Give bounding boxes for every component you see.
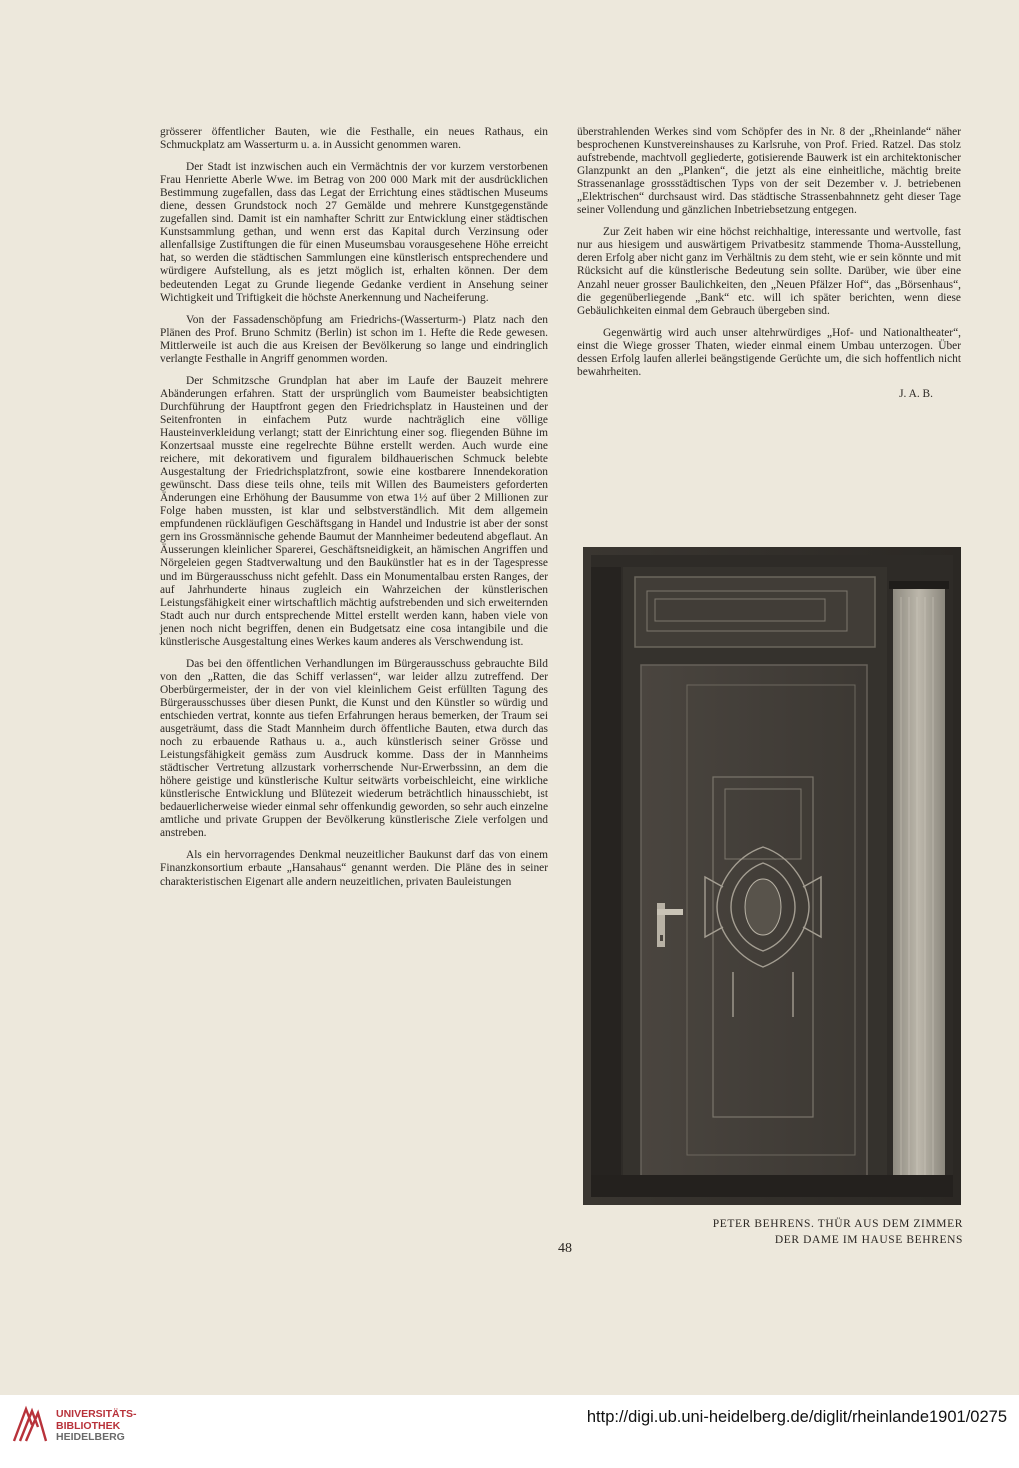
paragraph: Der Stadt ist inzwischen auch ein Vermächtnis der vor kurzem verstorbenen Frau Henriette Aberle Wwe. im Betrag von 200 000 Mark mit der ausdrücklichen Bestimmung zugefallen, dass das Legat der Errichtung eines städtischen Museums diene, dessen Grundstock noch 27 Gemälde und mehrere Kunstgegenstände zugefallen sind. Damit ist ein namhafter Schritt zur Entwicklung einer städtischen Kunstsammlung gethan, und wenn erst das Kapital durch Verzinsung oder allenfallsige Zustiftungen die für einen Museumsbau vorausgesehene Höhe erreicht hat, so werden die städtischen Sammlungen eine künstlerisch entsprechendere und würdigere Aufstellung, als es jetzt möglich ist, erhalten können. Der dem bedeutenden Legat zu Grunde liegende Gedanke verdient in Ansehung seiner Wichtigkeit und Triftigkeit die höchste Anerkennung und Nacheiferung. xyxy=(160,161,548,304)
paragraph: Das bei den öffentlichen Verhandlungen im Bürgerausschuss gebrauchte Bild von den „Ratten, die das Schiff verlassen“, war leider allzu zutreffend. Der Oberbürgermeister, der in der von viel kleinlichem Geist erfüllten Tagung des Bürgerausschusses über diesen Punkt, die Kunst und den Künstler so würdig und entschieden vertrat, konnte aus tiefen Erfahrungen heraus bemerken, der Traum sei ausgeträumt, dass die Stadt Mannheim durch öffentliche Bauten, etwa durch das noch zu erbauende Rathaus u. a., auch künstlerisch seiner Grösse und Leistungsfähigkeit gemäss zum Ausdruck komme. Dass der in Mannheims städtischer Vertretung allzustark vorherrschende Nur-Erwerbssinn, an dem die höhere geistige und künstlerische Kultur seitwärts vorbeischleicht, eine wirkliche künstlerische Entwicklung und Blütezeit wiederum beträchtlich hinausschiebt, ist bedauerlicherweise wieder einmal sehr offenkundig geworden, so sehr auch einzelne amtliche und private Gruppen der Bevölkerung künstlerische Ziele verfolgen und anstreben. xyxy=(160,657,548,840)
left-text-column xyxy=(160,126,548,898)
paragraph: Gegenwärtig wird auch unser altehrwürdiges „Hof- und Nationaltheater“, einst die Wiege grosser Thaten, wieder einmal einem Umbau unterzogen. Über dessen Erfolg laufen allerlei beängstigende Gerüchte um, die sich hoffentlich nicht bewahrheiten. xyxy=(577,326,961,378)
figure-caption-line-1: PETER BEHRENS. THÜR AUS DEM ZIMMER xyxy=(712,1218,963,1230)
logo-line: HEIDELBERG xyxy=(56,1431,125,1443)
page-number: 48 xyxy=(558,1241,572,1256)
paragraph: Der Schmitzsche Grundplan hat aber im Laufe der Bauzeit mehrere Abänderungen erfahren. Statt der ursprünglich vom Baumeister beabsichtigten Durchführung der Hauptfront gegen den Friedrichsplatz in Hausteinen und der Seitenfronten in einfachem Putz wurde nachträglich eine völlige Hausteinverkleidung verlangt; statt der Einrichtung einer sog. fliegenden Bühne im Konzertsaal musste eine regelrechte Bühne erstellt werden. Auch wurde eine reichere, mit dekorativem und figuralem bildhauerischen Schmuck belebte Ausgestaltung der Friedrichsplatzfront, sowie eine kostbarere Innendekoration gewünscht. Dass diese teils ohne, teils mit Willen des Baumeisters geforderten Änderungen eine Erhöhung der Bausumme von etwa 1½ auf über 2 Millionen zur Folge haben mussten, ist klar und selbstverständlich. Mit dem allgemein empfundenen rückläufigen Geschäftsgang in Handel und Industrie ist aber der sonst gern ins Grossmännische gehende Baumut der Mannheimer bedeutend abgeflaut. An Äusserungen kleinlicher Sparerei, Geschäftsneidigkeit, an hämischen Angriffen und Nörgeleien gegen Stadtverwaltung und den Baukünstler hat es in der Tagespresse und im Bürgerausschuss nicht gefehlt. Dass ein Monumentalbau ersten Ranges, der auf Jahrhunderte hinaus zugleich ein Wahrzeichen der künstlerischen Leistungsfähigkeit einer wirtschaftlich mächtig aufstrebenden und sich erweiternden Stadt auch nur durch entsprechende Mittel erstellt werden kann, haben viele von jenen noch nicht begriffen, denen ein Budgetsatz eine cosa intangibile und die künstlerische Ausgestaltung eines Werkes kaum anderes als Verschwendung ist. xyxy=(160,374,548,648)
paragraph: grösserer öffentlicher Bauten, wie die Festhalle, ein neues Rathaus, ein Schmuckplatz am Wasserturm u. a. in Aussicht genommen waren. xyxy=(160,126,548,152)
library-logo-text xyxy=(56,1409,137,1444)
paragraph: Als ein hervorragendes Denkmal neuzeitlicher Baukunst darf das von einem Finanzkonsortium erbaute „Hansahaus“ genannt werden. Die Pläne des in seiner charakteristischen Eigenart alle andern neuzeitlichen, privaten Bauleistungen xyxy=(160,849,548,888)
paragraph: überstrahlenden Werkes sind vom Schöpfer des in Nr. 8 der „Rheinlande“ näher besprochenen Kunstvereinshauses zu Karlsruhe, von Prof. Fried. Ratzel. Das stolz aufstrebende, machtvoll gegliederte, gotisierende Bauwerk ist ein architektonischer Glanzpunkt an den „Planken“, die jetzt als eine einheitliche, mächtig breite Strassenanlage grossstädtischen Typs von der seit Dezember v. J. betriebenen „Elektrischen“ durchsaust wird. Das städtische Strassenbahnnetz geht dieser Tage seiner Vollendung und gänzlichen Inbetriebsetzung entgegen. xyxy=(577,126,961,217)
door-illustration xyxy=(583,547,961,1205)
source-url-link[interactable]: http://digi.ub.uni-heidelberg.de/diglit/rheinlande1901/0275 xyxy=(586,1408,1007,1426)
logo-line: BIBLIOTHEK xyxy=(56,1419,121,1432)
right-text-column xyxy=(577,126,961,410)
paragraph: Zur Zeit haben wir eine höchst reichhaltige, interessante und wertvolle, fast nur aus hiesigem und auswärtigem Privatbesitz stammende Thoma-Ausstellung, deren Erfolg aber nicht ganz im Verhältnis zu dem steht, wie er sein könnte und mit Rücksicht auf die künstlerische Bedeutung sein sollte. Darüber, wie über eine Anzahl neuer grosser Baulichkeiten, den „Neuen Pfälzer Hof“, das „Börsenhaus“, die gegenüberliegende „Bank“ etc. will ich später berichten, wenn diese Gebäulichkeiten einmal dem Gebrauch übergeben sind. xyxy=(577,226,961,317)
library-logo-icon xyxy=(10,1405,50,1445)
door-photograph xyxy=(583,547,961,1205)
logo-line: UNIVERSITÄTS- xyxy=(56,1408,137,1420)
paragraph: Von der Fassadenschöpfung am Friedrichs-(Wasserturm-) Platz nach den Plänen des Prof. Bruno Schmitz (Berlin) ist schon im 1. Hefte die Rede gewesen. Mittlerweile ist auch die aus Kreisen der Bevölkerung so lange und eindringlich verlangte Festhalle in Angriff genommen worden. xyxy=(160,313,548,365)
digitization-footer xyxy=(0,1395,1019,1468)
author-signature: J. A. B. xyxy=(899,387,933,400)
figure-caption-line-2: DER DAME IM HAUSE BEHRENS xyxy=(774,1234,963,1246)
